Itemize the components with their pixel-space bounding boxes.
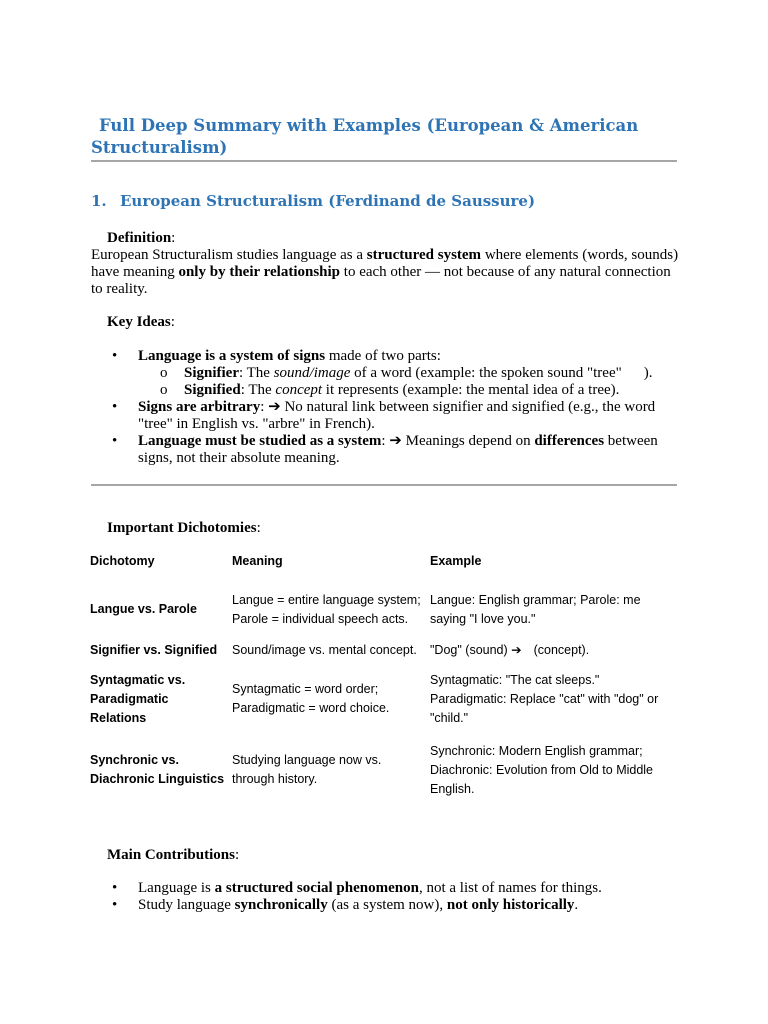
dichotomy-cell: Langue vs. Parole — [90, 602, 197, 616]
example-cell: Synchronic: Modern English grammar; Diachronic: Evolution from Old to Middle English. — [430, 743, 654, 796]
title-divider — [91, 160, 677, 162]
list-item: • Language must be studied as a system: ➔ Meanings depend on differences between signs, not their absolute meaning. — [112, 433, 658, 466]
column-header: Meaning — [232, 554, 283, 568]
meaning-cell: Studying language now vs. through history. — [232, 753, 382, 786]
key-ideas-label: Key Ideas: — [107, 314, 175, 330]
table-row — [87, 637, 677, 664]
table-row — [87, 576, 677, 637]
example-cell: "Dog" (sound) ➔ (concept). — [430, 643, 590, 657]
list-item: • Study language synchronically (as a system now), not only historically. — [112, 897, 579, 913]
section-divider — [91, 484, 677, 486]
example-cell: Syntagmatic: "The cat sleeps." Paradigmatic: Replace "cat" with "dog" or "child." — [430, 672, 659, 725]
dichotomies-label: Important Dichotomies: — [107, 520, 261, 536]
list-item: • Language is a system of signs made of two parts: o Signifier: The sound/image of a word (example: the spoken sound "tree" ). o Signified: The concept it represents (example: the mental idea of a tree). — [108, 348, 688, 399]
key-ideas-list — [108, 348, 688, 467]
table-row — [87, 734, 677, 806]
meaning-cell: Sound/image vs. mental concept. — [232, 643, 417, 657]
dichotomy-cell: Syntagmatic vs. Paradigmatic Relations — [90, 672, 186, 725]
document-title: Full Deep Summary with Examples (European & American Structuralism) — [91, 116, 639, 157]
example-cell: Langue: English grammar; Parole: me saying "I love you." — [430, 592, 641, 626]
column-header: Dichotomy — [90, 554, 155, 568]
dichotomies-table — [87, 552, 677, 806]
section-heading: 1. European Structuralism (Ferdinand de Saussure) — [91, 192, 536, 210]
meaning-cell: Langue = entire language system; Parole = individual speech acts. — [232, 592, 421, 626]
contributions-list — [108, 880, 688, 914]
dichotomy-cell: Synchronic vs. Diachronic Linguistics — [90, 753, 225, 786]
definition-text: European Structuralism studies language as a structured system where elements (words, sounds) have meaning only by their relationship to each other — not because of any natural connection to reality. — [91, 247, 679, 297]
contributions-label: Main Contributions: — [107, 847, 240, 863]
list-item: • Signs are arbitrary: ➔ No natural link between signifier and signified (e.g., the word "tree" in English vs. "arbre" in French). — [112, 399, 656, 432]
definition-label: Definition: — [107, 230, 176, 246]
dichotomy-cell: Signifier vs. Signified — [90, 643, 218, 657]
column-header: Example — [430, 554, 482, 568]
list-item: • Language is a structured social phenomenon, not a list of names for things. — [112, 880, 602, 896]
list-item: o Signifier: The sound/image of a word (example: the spoken sound "tree" ). — [160, 365, 653, 381]
meaning-cell: Syntagmatic = word order; Paradigmatic = word choice. — [232, 682, 390, 715]
list-item: o Signified: The concept it represents (example: the mental idea of a tree). — [160, 382, 620, 398]
table-row — [87, 664, 677, 734]
table-header — [87, 552, 677, 576]
